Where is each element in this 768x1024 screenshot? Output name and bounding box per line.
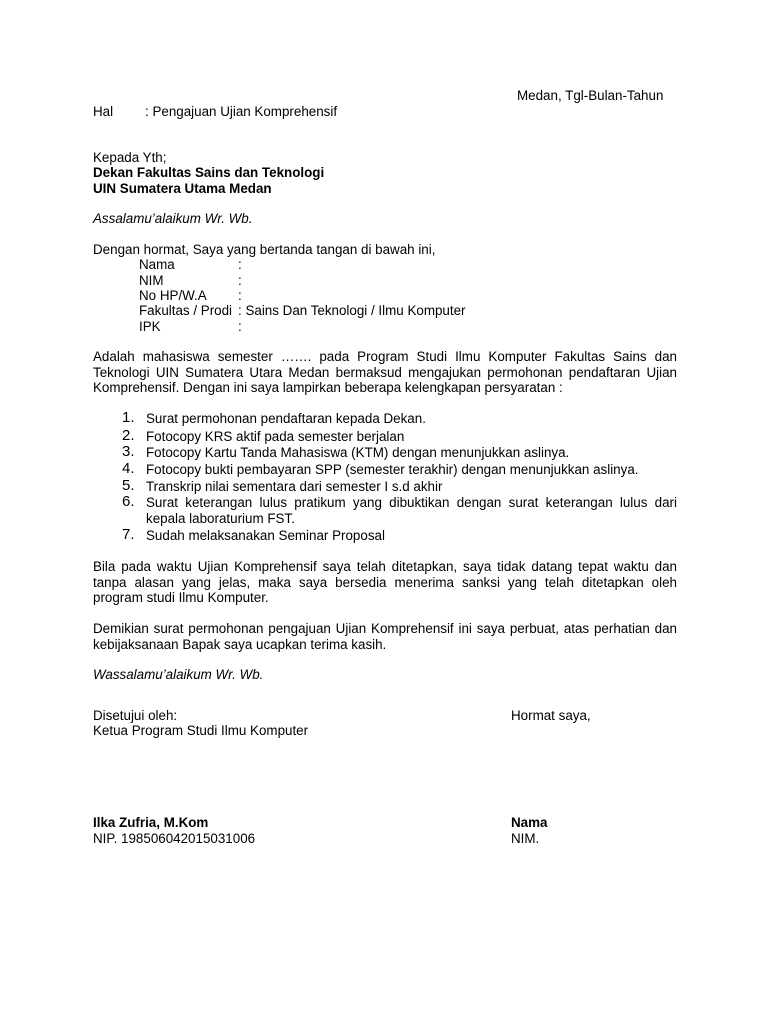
place-date: Medan, Tgl-Bulan-Tahun bbox=[517, 88, 664, 103]
recipient-line-1: Dekan Fakultas Sains dan Teknologi bbox=[93, 165, 325, 180]
field-row bbox=[139, 319, 242, 335]
opening-line: Dengan hormat, Saya yang bertanda tangan di bawah ini, bbox=[93, 242, 436, 257]
list-item-number: 2. bbox=[122, 427, 135, 444]
field-value: : bbox=[238, 288, 242, 303]
field-label: Fakultas / Prodi bbox=[139, 303, 233, 318]
greeting: Assalamu’alaikum Wr. Wb. bbox=[93, 211, 253, 226]
to-line: Kepada Yth; bbox=[93, 150, 167, 165]
field-label: Nama bbox=[139, 257, 175, 272]
approver-title: Ketua Program Studi Ilmu Komputer bbox=[93, 723, 309, 738]
list-item-number: 5. bbox=[122, 477, 135, 494]
field-value: : bbox=[238, 319, 242, 334]
field-label: IPK bbox=[139, 319, 161, 334]
field-row bbox=[139, 303, 466, 319]
subject-line bbox=[93, 104, 337, 120]
body-paragraph-2: Bila pada waktu Ujian Komprehensif saya telah ditetapkan, saya tidak datang tepat waktu dan tanpa alasan yang jelas, maka saya bersedia menerima sanksi yang telah ditetapkan oleh program studi Ilmu Komputer. bbox=[93, 559, 677, 606]
list-item-text: Sudah melaksanakan Seminar Proposal bbox=[146, 528, 385, 543]
approver-name: Ilka Zufria, M.Kom bbox=[93, 815, 209, 830]
field-value: : bbox=[238, 273, 242, 288]
subject-text: : Pengajuan Ujian Komprehensif bbox=[145, 104, 338, 119]
list-item-text: Surat keterangan lulus pratikum yang dibuktikan dengan surat keterangan lulus dari kepala laboraturium FST. bbox=[146, 495, 677, 526]
list-item-number: 1. bbox=[122, 409, 135, 426]
regards-label: Hormat saya, bbox=[511, 708, 591, 723]
list-item-text: Transkrip nilai sementara dari semester I s.d akhir bbox=[146, 479, 443, 494]
field-row bbox=[139, 273, 242, 289]
body-paragraph-1: Adalah mahasiswa semester ……. pada Program Studi Ilmu Komputer Fakultas Sains dan Teknologi UIN Sumatera Utara Medan bermaksud mengajukan permohonan pendaftaran Ujian Komprehensif. Dengan ini saya lampirkan beberapa kelengkapan persyaratan : bbox=[93, 349, 677, 396]
field-label: No HP/W.A bbox=[139, 288, 207, 303]
subject-label: Hal bbox=[93, 104, 114, 119]
list-item-number: 3. bbox=[122, 443, 135, 460]
sender-name: Nama bbox=[511, 815, 548, 830]
list-item-text: Fotocopy bukti pembayaran SPP (semester terakhir) dengan menunjukkan aslinya. bbox=[146, 462, 639, 477]
list-item-number: 6. bbox=[122, 493, 135, 510]
list-item-number: 4. bbox=[122, 460, 135, 477]
closing-greeting: Wassalamu’alaikum Wr. Wb. bbox=[93, 667, 264, 682]
field-row bbox=[139, 288, 242, 304]
list-item-text: Fotocopy Kartu Tanda Mahasiswa (KTM) dengan menunjukkan aslinya. bbox=[146, 445, 570, 460]
approver-nip: NIP. 198506042015031006 bbox=[93, 831, 256, 846]
body-paragraph-3: Demikian surat permohonan pengajuan Ujian Komprehensif ini saya perbuat, atas perhatian dan kebijaksanaan Bapak saya ucapkan terima kasih. bbox=[93, 621, 677, 652]
sender-nim: NIM. bbox=[511, 831, 540, 846]
field-label: NIM bbox=[139, 273, 164, 288]
field-value: : bbox=[238, 257, 242, 272]
list-item-text: Fotocopy KRS aktif pada semester berjalan bbox=[146, 429, 405, 444]
field-row bbox=[139, 257, 242, 273]
field-value: : Sains Dan Teknologi / Ilmu Komputer bbox=[238, 303, 466, 318]
approved-by-label: Disetujui oleh: bbox=[93, 708, 178, 723]
list-item-text: Surat permohonan pendaftaran kepada Dekan. bbox=[146, 411, 426, 426]
list-item-number: 7. bbox=[122, 526, 135, 543]
recipient-line-2: UIN Sumatera Utama Medan bbox=[93, 181, 272, 196]
